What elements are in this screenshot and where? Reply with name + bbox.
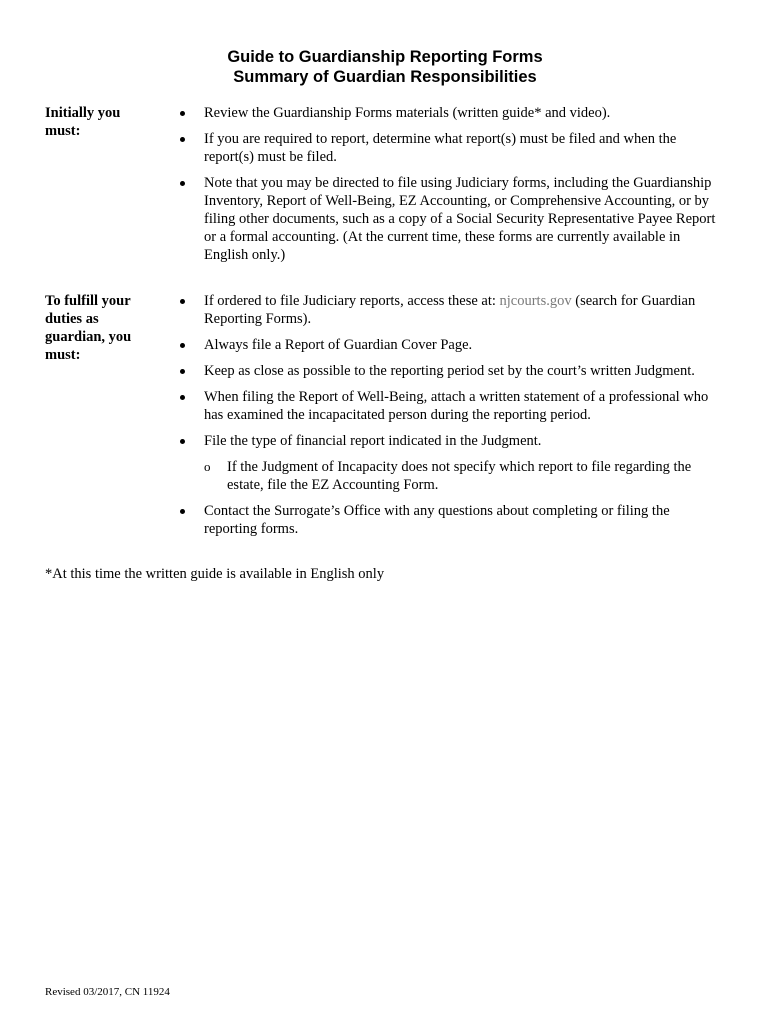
list-item-text: Review the Guardianship Forms materials (written guide* and video). (204, 105, 611, 121)
sub-list-item (204, 458, 724, 494)
list-item-text: Always file a Report of Guardian Cover Page. (204, 337, 473, 353)
bullet-list-initially (176, 104, 724, 272)
list-item-text-before: If ordered to file Judiciary reports, access these at: (204, 293, 500, 309)
bullet-icon (180, 509, 185, 514)
list-item (176, 130, 724, 166)
bullet-icon (180, 343, 185, 348)
bullet-icon (180, 439, 185, 444)
list-item-text: If you are required to report, determine what report(s) must be filed and when the report(s) must be filed. (204, 131, 677, 165)
bullet-list-fulfill-duties (176, 292, 724, 546)
bullet-icon (180, 181, 185, 186)
section-label-initially: Initially you must: (45, 105, 121, 139)
list-item (176, 174, 724, 264)
list-item (176, 292, 724, 328)
section-label-fulfill-duties: To fulfill your duties as guardian, you must: (45, 293, 132, 363)
list-item-text: Contact the Surrogate’s Office with any questions about completing or filing the reporting forms. (204, 503, 670, 537)
sub-list-item-text: If the Judgment of Incapacity does not specify which report to file regarding the estate, file the EZ Accounting Form. (227, 459, 692, 493)
list-item-text-after: (search for Guardian Reporting Forms). (204, 293, 696, 327)
footnote: *At this time the written guide is available in English only (45, 566, 385, 582)
list-item (176, 362, 724, 380)
list-item (176, 388, 724, 424)
bullet-icon (180, 299, 185, 304)
list-item (176, 502, 724, 538)
list-item-text: Keep as close as possible to the reporting period set by the court’s written Judgment. (204, 363, 695, 379)
list-item (176, 104, 724, 122)
document-subtitle: Summary of Guardian Responsibilities (233, 68, 537, 86)
list-item (176, 336, 724, 354)
hollow-bullet-icon: o (204, 459, 211, 474)
bullet-icon (180, 395, 185, 400)
revision-note: Revised 03/2017, CN 11924 (45, 986, 170, 998)
bullet-icon (180, 369, 185, 374)
list-item (176, 432, 724, 494)
njcourts-link[interactable]: njcourts.gov (499, 293, 572, 309)
bullet-icon (180, 137, 185, 142)
list-item-text: File the type of financial report indicated in the Judgment. (204, 433, 542, 449)
list-item-text: Note that you may be directed to file using Judiciary forms, including the Guardianship Inventory, Report of Well-Being, EZ Accounting, or Comprehensive Accounting, or by filing other documents, such as a copy of a Social Security Representative Payee Report or a formal accounting. (At the current time, these forms are currently available in English only.) (204, 175, 716, 263)
document-title: Guide to Guardianship Reporting Forms (227, 48, 543, 66)
document-header (0, 47, 770, 87)
list-item-text: When filing the Report of Well-Being, attach a written statement of a professional who has examined the incapacitated person during the reporting period. (204, 389, 709, 423)
bullet-icon (180, 111, 185, 116)
